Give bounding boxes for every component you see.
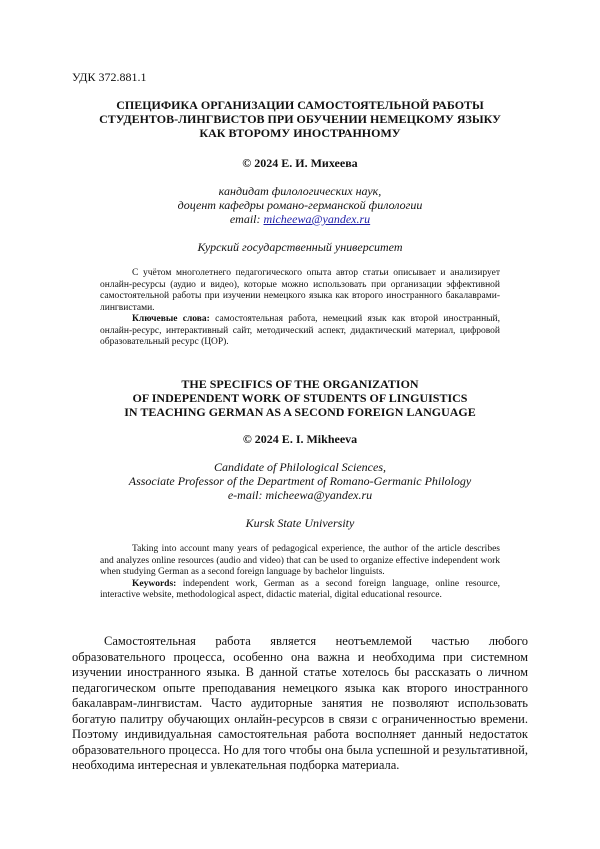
en-abstract: Taking into account many years of pedagogical experience, the author of the article describes and analyzes online resources (audio and video) that can be used to organize effective independent work when studying German as a second foreign language by bachelor linguists.	[100, 544, 500, 577]
ru-email-link[interactable]: micheewa@yandex.ru	[263, 212, 371, 226]
en-affil-degree: Candidate of Philological Sciences,	[214, 460, 386, 474]
ru-abstract: С учётом многолетнего педагогического опыта автор статьи описывает и анализирует онлайн-ресурсы (аудио и видео), которые можно использовать при организации эффективной самостоятельной работы при изучении немецкого языка как второго иностранного бакалаврами-лингвистами.	[100, 268, 500, 313]
en-title	[0, 377, 600, 419]
ru-title-line: СПЕЦИФИКА ОРГАНИЗАЦИИ САМОСТОЯТЕЛЬНОЙ РАБОТЫ	[116, 98, 484, 112]
ru-keywords-text: самостоятельная работа, немецкий язык как второй иностранный, онлайн-ресурс, интерактивный сайт, методический аспект, дидактический материал, цифровой образовательный ресурс (ЦОР).	[100, 314, 501, 347]
en-author: © 2024 E. I. Mikheeva	[242, 432, 358, 446]
en-title-line: THE SPECIFICS OF THE ORGANIZATION	[181, 377, 419, 391]
ru-abstract-block	[100, 268, 500, 349]
en-affil-position: Associate Professor of the Department of Romano-Germanic Philology	[128, 474, 472, 488]
ru-affil-position: доцент кафедры романо-германской филологии	[177, 198, 423, 212]
en-university: Kursk State University	[245, 516, 355, 530]
ru-keywords	[100, 314, 500, 349]
ru-title-line: КАК ВТОРОМУ ИНОСТРАННОМУ	[199, 126, 401, 140]
ru-email-label: email:	[229, 212, 264, 226]
ru-title-line: СТУДЕНТОВ-ЛИНГВИСТОВ ПРИ ОБУЧЕНИИ НЕМЕЦКОМУ ЯЗЫКУ	[99, 112, 501, 126]
en-keywords	[100, 579, 500, 602]
body-text	[72, 634, 528, 774]
en-title-line: OF INDEPENDENT WORK OF STUDENTS OF LINGUISTICS	[132, 391, 468, 405]
ru-university: Курский государственный университет	[197, 240, 403, 254]
ru-keywords-label: Ключевые слова:	[132, 314, 210, 324]
en-abstract-block	[100, 544, 500, 602]
en-keywords-text: independent work, German as a second foreign language, online resource, interactive website, methodological aspect, didactic material, digital educational resource.	[100, 578, 501, 600]
en-email-line: e-mail: micheewa@yandex.ru	[227, 488, 373, 502]
ru-affiliation	[0, 184, 600, 226]
ru-email-line	[0, 212, 600, 226]
ru-affil-degree: кандидат филологических наук,	[218, 184, 382, 198]
ru-title	[0, 98, 600, 140]
udk-code: УДК 372.881.1	[72, 70, 147, 84]
en-keywords-label: Keywords:	[132, 578, 177, 589]
ru-author: © 2024 Е. И. Михеева	[242, 156, 358, 170]
body-paragraph: Самостоятельная работа является неотъемлемой частью любого образовательного процесса, особенно она важна и необходима при системном изучении иностранного языка. В данной статье хотелось бы рассказать о личном педагогическом опыте преподавания немецкого языка как второго иностранного бакалаврам-лингвистам. Часто аудиторные занятия не позволяют использовать богатую палитру обучающих онлайн-ресурсов в связи с ограниченностью времени. Поэтому индивидуальная самостоятельная работа восполняет данный недостаток образовательного процесса. Но для того чтобы она была успешной и результативной, необходима интересная и увлекательная подборка материала.	[72, 634, 528, 772]
en-title-line: IN TEACHING GERMAN AS A SECOND FOREIGN LANGUAGE	[124, 405, 476, 419]
en-affiliation	[0, 460, 600, 502]
